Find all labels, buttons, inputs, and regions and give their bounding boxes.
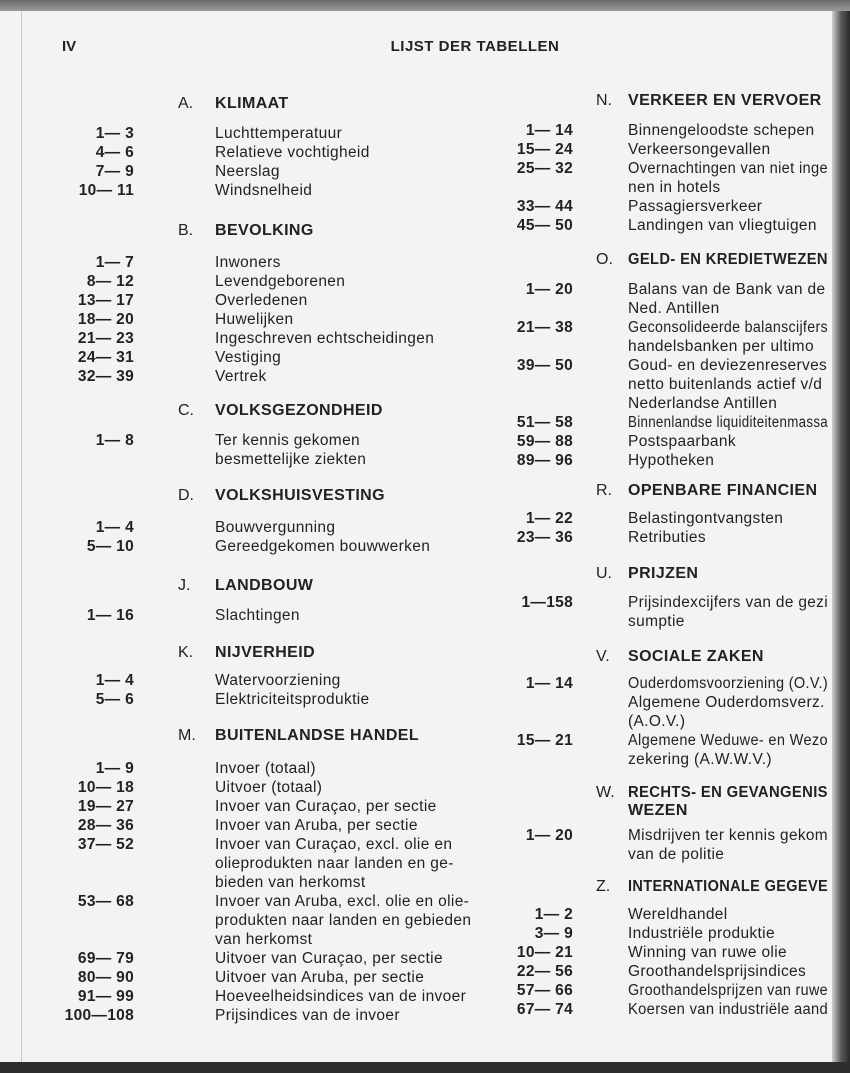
table-title-line: Prijsindexcijfers van de gezi	[628, 594, 828, 611]
table-title-line: Postspaarbank	[628, 433, 736, 450]
table-range: 89— 96	[516, 452, 573, 469]
section-letter: W.	[596, 784, 615, 801]
table-title	[628, 216, 817, 235]
table-range: 45— 50	[516, 217, 573, 234]
table-title-line: Vertrek	[215, 368, 267, 385]
table-range: 10— 21	[516, 944, 573, 961]
table-title-line: Slachtingen	[215, 607, 300, 624]
section-letter: B.	[178, 222, 194, 239]
table-range: 28— 36	[77, 817, 134, 834]
table-title-line: Misdrijven ter kennis gekom	[628, 827, 828, 844]
section-letter: V.	[596, 648, 610, 665]
table-range: 100—108	[64, 1007, 134, 1024]
table-title	[215, 690, 370, 709]
table-title	[215, 949, 443, 968]
table-range: 1— 14	[525, 675, 573, 692]
table-title-line: Invoer van Aruba, excl. olie en olie-	[215, 893, 470, 910]
table-title-line: Windsnelheid	[215, 182, 313, 199]
table-range: 1— 22	[525, 510, 573, 527]
table-range: 1— 3	[95, 125, 134, 142]
table-title	[215, 835, 454, 892]
table-title-line: Retributies	[628, 529, 706, 546]
table-range: 8— 12	[86, 273, 134, 290]
table-title-line: handelsbanken per ultimo	[628, 338, 814, 355]
page-title: LIJST DER TABELLEN	[390, 38, 560, 55]
scan-bottom-edge	[0, 1062, 850, 1073]
table-title-line: Luchttemperatuur	[215, 125, 343, 142]
table-range: 25— 32	[516, 160, 573, 177]
table-range: 15— 21	[516, 732, 573, 749]
table-range: 1— 7	[95, 254, 134, 271]
table-title	[215, 892, 471, 949]
table-range: 1— 14	[525, 122, 573, 139]
table-title-line: Vestiging	[215, 349, 282, 366]
table-title	[215, 671, 341, 690]
table-range: 80— 90	[77, 969, 134, 986]
section-title: GELD- EN KREDIETWEZEN	[628, 251, 828, 268]
table-title-line: Overnachtingen van niet inge	[628, 160, 829, 177]
table-title-line: Neerslag	[215, 163, 280, 180]
table-title-line: van herkomst	[215, 931, 313, 948]
table-title-line: Uitvoer van Aruba, per sectie	[215, 969, 425, 986]
section-title: BEVOLKING	[215, 222, 314, 239]
table-title-line: Koersen van industriële aand	[628, 1001, 829, 1018]
table-title-line: Nederlandse Antillen	[628, 395, 778, 412]
table-range: 51— 58	[516, 414, 573, 431]
table-title	[628, 159, 839, 197]
table-title	[215, 968, 424, 987]
table-title	[628, 962, 806, 981]
section-letter: A.	[178, 95, 194, 112]
table-title-line: Relatieve vochtigheid	[215, 144, 370, 161]
table-title	[215, 1006, 400, 1025]
table-title	[628, 413, 850, 432]
table-title-line: Groothandelsprijsindices	[628, 963, 807, 980]
table-range: 1— 8	[95, 432, 134, 449]
section-letter: N.	[596, 92, 612, 109]
section-title: VERKEER EN VERVOER	[628, 92, 822, 109]
table-range: 10— 11	[78, 182, 134, 199]
table-title-line: besmettelijke ziekten	[215, 451, 367, 468]
table-title	[215, 431, 366, 469]
section-letter: J.	[178, 577, 191, 594]
table-title-line: Winning van ruwe olie	[628, 944, 787, 961]
section-letter: Z.	[596, 878, 611, 895]
table-title-line: Overledenen	[215, 292, 308, 309]
section-title: VOLKSHUISVESTING	[215, 487, 385, 504]
section-title: WEZEN	[628, 802, 688, 819]
table-title-line: Goud- en deviezenreserves	[628, 357, 828, 374]
table-range: 59— 88	[516, 433, 573, 450]
table-range: 21— 23	[77, 330, 134, 347]
section-letter: R.	[596, 482, 612, 499]
table-range: 1— 16	[86, 607, 134, 624]
section-title: BUITENLANDSE HANDEL	[215, 727, 420, 744]
table-title	[628, 121, 814, 140]
table-title-line: Invoer (totaal)	[215, 760, 316, 777]
table-title-line: Balans van de Bank van de	[628, 281, 826, 298]
table-range: 7— 9	[95, 163, 134, 180]
table-range: 10— 18	[77, 779, 134, 796]
table-range: 21— 38	[516, 319, 573, 336]
table-title	[215, 816, 418, 835]
table-title	[215, 987, 466, 1006]
table-title-line: Belastingontvangsten	[628, 510, 784, 527]
table-title	[628, 593, 829, 631]
table-title	[215, 124, 342, 143]
table-range: 1— 4	[95, 519, 134, 536]
table-title-line: (A.O.V.)	[628, 713, 686, 730]
section-letter: K.	[178, 644, 194, 661]
table-title-line: Binnenlandse liquiditeitenmassa	[628, 414, 829, 431]
section-title: KLIMAAT	[215, 95, 289, 112]
table-range: 18— 20	[77, 311, 134, 328]
table-title	[628, 140, 770, 159]
table-range: 69— 79	[77, 950, 134, 967]
table-title-line: Watervoorziening	[215, 672, 341, 689]
section-letter: O.	[596, 251, 613, 268]
table-title	[215, 537, 430, 556]
table-title	[215, 367, 267, 386]
section-title: VOLKSGEZONDHEID	[215, 402, 383, 419]
table-range: 32— 39	[77, 368, 134, 385]
table-title-line: Uitvoer van Curaçao, per sectie	[215, 950, 443, 967]
table-title	[628, 981, 844, 1000]
table-range: 15— 24	[516, 141, 573, 158]
table-title-line: Huwelijken	[215, 311, 294, 328]
table-title-line: bieden van herkomst	[215, 874, 366, 891]
table-title	[215, 606, 300, 625]
table-title-line: Hoeveelheidsindices van de invoer	[215, 988, 467, 1005]
table-title	[628, 826, 830, 864]
table-title-line: Inwoners	[215, 254, 281, 271]
table-title-line: Gereedgekomen bouwwerken	[215, 538, 431, 555]
table-range: 33— 44	[516, 198, 573, 215]
table-range: 91— 99	[77, 988, 134, 1005]
table-range: 37— 52	[77, 836, 134, 853]
next-page-edge	[832, 11, 850, 1062]
table-range: 57— 66	[516, 982, 573, 999]
table-title	[215, 291, 308, 310]
table-range: 3— 9	[534, 925, 573, 942]
table-title	[628, 943, 787, 962]
section-letter: D.	[178, 487, 194, 504]
page-left-edge	[21, 11, 22, 1063]
section-title: RECHTS- EN GEVANGENIS	[628, 784, 828, 801]
table-title-line: produkten naar landen en gebieden	[215, 912, 472, 929]
table-title-line: Invoer van Curaçao, per sectie	[215, 798, 437, 815]
section-title: NIJVERHEID	[215, 644, 316, 661]
table-title-line: Passagiersverkeer	[628, 198, 763, 215]
table-title-line: Ingeschreven echtscheidingen	[215, 330, 435, 347]
table-title-line: Binnengeloodste schepen	[628, 122, 815, 139]
table-range: 1— 20	[525, 281, 573, 298]
table-title-line: Invoer van Curaçao, excl. olie en	[215, 836, 453, 853]
table-title	[215, 759, 316, 778]
table-range: 4— 6	[95, 144, 134, 161]
table-title	[215, 143, 370, 162]
table-title	[215, 348, 281, 367]
section-letter: U.	[596, 565, 612, 582]
table-title	[628, 318, 846, 356]
table-title	[628, 432, 736, 451]
table-title-line: Algemene Ouderdomsverz.	[628, 694, 825, 711]
table-title	[215, 253, 281, 272]
table-title-line: Ned. Antillen	[628, 300, 720, 317]
table-title	[215, 310, 293, 329]
page-number: IV	[62, 38, 77, 55]
table-title-line: Verkeersongevallen	[628, 141, 771, 158]
table-title-line: netto buitenlands actief v/d	[628, 376, 823, 393]
table-title-line: Ouderdomsvoorziening (O.V.)	[628, 675, 829, 692]
table-title-line: Geconsolideerde balanscijfers	[628, 319, 828, 336]
section-title: LANDBOUW	[215, 577, 314, 594]
table-range: 1— 20	[525, 827, 573, 844]
table-title-line: Bouwvergunning	[215, 519, 336, 536]
table-range: 24— 31	[77, 349, 134, 366]
table-title	[215, 797, 437, 816]
section-title: PRIJZEN	[628, 565, 699, 582]
table-range: 1— 9	[95, 760, 134, 777]
table-title-line: olieprodukten naar landen en ge-	[215, 855, 454, 872]
table-title-line: Industriële produktie	[628, 925, 775, 942]
table-title-line: Wereldhandel	[628, 906, 728, 923]
section-title: OPENBARE FINANCIEN	[628, 482, 818, 499]
table-title-line: Hypotheken	[628, 452, 715, 469]
section-title: SOCIALE ZAKEN	[628, 648, 764, 665]
table-title-line: sumptie	[628, 613, 685, 630]
table-title	[628, 280, 825, 318]
table-title	[628, 674, 842, 731]
table-title	[215, 181, 312, 200]
scan-top-edge	[0, 0, 850, 11]
table-title	[628, 528, 706, 547]
table-range: 67— 74	[516, 1001, 573, 1018]
table-range: 53— 68	[77, 893, 134, 910]
table-title-line: Uitvoer (totaal)	[215, 779, 323, 796]
table-title	[628, 451, 714, 470]
table-title	[628, 731, 841, 769]
section-letter: C.	[178, 402, 194, 419]
table-range: 5— 6	[95, 691, 134, 708]
table-title	[215, 518, 335, 537]
table-range: 1—158	[521, 594, 573, 611]
table-title	[215, 329, 434, 348]
table-title-line: Levendgeborenen	[215, 273, 346, 290]
table-title-line: Groothandelsprijzen van ruwe	[628, 982, 828, 999]
table-title-line: Ter kennis gekomen	[215, 432, 361, 449]
table-title	[628, 1000, 839, 1019]
table-title-line: zekering (A.W.W.V.)	[628, 751, 772, 768]
table-title	[628, 924, 775, 943]
table-title	[215, 272, 345, 291]
table-title-line: Elektriciteitsproduktie	[215, 691, 370, 708]
table-title-line: Algemene Weduwe- en Wezo	[628, 732, 828, 749]
table-title-line: Prijsindices van de invoer	[215, 1007, 400, 1024]
table-range: 22— 56	[516, 963, 573, 980]
section-letter: M.	[178, 727, 196, 744]
table-range: 19— 27	[77, 798, 134, 815]
table-title-line: Invoer van Aruba, per sectie	[215, 817, 418, 834]
table-title-line: nen in hotels	[628, 179, 721, 196]
table-range: 1— 2	[534, 906, 573, 923]
table-range: 1— 4	[95, 672, 134, 689]
table-title	[628, 197, 762, 216]
table-title	[628, 905, 728, 924]
table-range: 5— 10	[86, 538, 134, 555]
table-title	[215, 778, 322, 797]
table-title-line: van de politie	[628, 846, 725, 863]
table-range: 39— 50	[516, 357, 573, 374]
table-title	[215, 162, 280, 181]
table-title-line: Landingen van vliegtuigen	[628, 217, 817, 234]
table-title	[628, 509, 783, 528]
table-range: 13— 17	[77, 292, 134, 309]
table-title	[628, 356, 827, 413]
table-range: 23— 36	[516, 529, 573, 546]
section-title: INTERNATIONALE GEGEVE	[628, 878, 829, 895]
